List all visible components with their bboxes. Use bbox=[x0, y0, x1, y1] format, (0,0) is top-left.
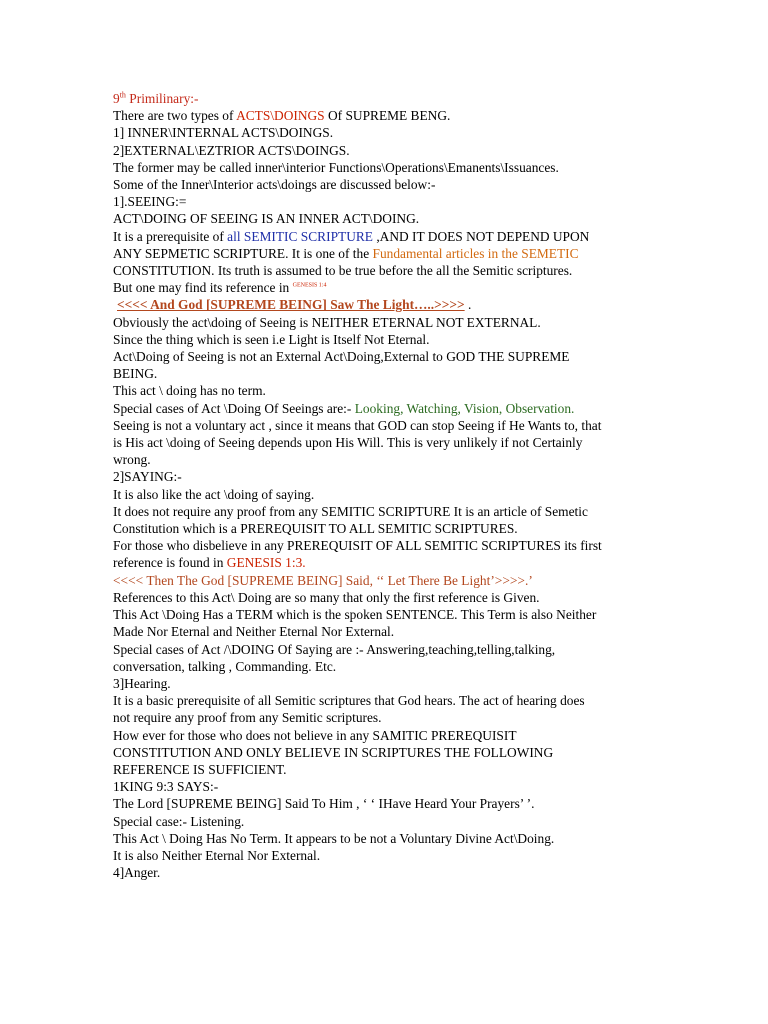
text-line bbox=[113, 245, 658, 262]
quote-god-saw-light: <<<< And God [SUPREME BEING] Saw The Light…..>>>> bbox=[117, 297, 465, 313]
text-line: BEING. bbox=[113, 366, 158, 382]
highlight-semitic-scripture: all SEMITIC SCRIPTURE bbox=[227, 228, 373, 244]
text-line: is His act \doing of Seeing depends upon His Will. This is very unlikely if not Certainly bbox=[113, 435, 583, 451]
text-line bbox=[113, 107, 658, 124]
subheading-anger: 4]Anger. bbox=[113, 865, 161, 881]
text-line: This Act \Doing Has a TERM which is the spoken SENTENCE. This Term is also Neither bbox=[113, 607, 597, 623]
text-line: Special cases of Act /\DOING Of Saying are :- Answering,teaching,telling,talking, bbox=[113, 641, 556, 657]
text-line: This act \ doing has no term. bbox=[113, 383, 266, 399]
text-line bbox=[113, 400, 658, 417]
text-line: Since the thing which is seen i.e Light is Itself Not Eternal. bbox=[113, 331, 430, 347]
text-line: 1] INNER\INTERNAL ACTS\DOINGS. bbox=[113, 125, 334, 141]
text-span: . bbox=[464, 297, 472, 313]
text-line: Some of the Inner\Interior acts\doings are discussed below:- bbox=[113, 177, 436, 193]
document-page bbox=[113, 90, 658, 881]
highlight-fundamental-articles: Fundamental articles in the SEMETIC bbox=[372, 245, 579, 261]
heading-text: Primilinary:- bbox=[125, 91, 199, 106]
reference-genesis-1-4: GENESIS 1:4 bbox=[292, 282, 327, 289]
text-line: CONSTITUTION AND ONLY BELIEVE IN SCRIPTURES THE FOLLOWING bbox=[113, 744, 554, 760]
text-line bbox=[113, 279, 658, 296]
text-line: 2]EXTERNAL\EZTRIOR ACTS\DOINGS. bbox=[113, 142, 350, 158]
text-line: For those who disbelieve in any PREREQUISIT OF ALL SEMITIC SCRIPTURES its first bbox=[113, 538, 602, 554]
text-line: The Lord [SUPREME BEING] Said To Him , ‘ ‘ IHave Heard Your Prayers’ ’. bbox=[113, 796, 535, 812]
subheading-saying: 2]SAYING:- bbox=[113, 469, 182, 485]
text-span: But one may find its reference in bbox=[113, 280, 293, 296]
text-span: It is a prerequisite of bbox=[113, 228, 228, 244]
text-line: This Act \ Doing Has No Term. It appears to be not a Voluntary Divine Act\Doing. bbox=[113, 830, 555, 846]
highlight-special-cases: Looking, Watching, Vision, Observation. bbox=[354, 400, 575, 416]
section-heading bbox=[113, 90, 658, 107]
heading-superscript: th bbox=[119, 90, 126, 100]
text-line: wrong. bbox=[113, 452, 151, 468]
text-line: It is also like the act \doing of saying. bbox=[113, 486, 315, 502]
highlight-acts-doings: ACTS\DOINGS bbox=[236, 108, 325, 124]
text-line: Obviously the act\doing of Seeing is NEITHER ETERNAL NOT EXTERNAL. bbox=[113, 314, 541, 330]
text-span: ANY SEPMETIC SCRIPTURE. It is one of the bbox=[113, 245, 373, 261]
text-span: reference is found in bbox=[113, 555, 227, 571]
text-line: Act\Doing of Seeing is not an External Act\Doing,External to GOD THE SUPREME bbox=[113, 349, 570, 365]
text-line: It is a basic prerequisite of all Semitic scriptures that God hears. The act of hearing does bbox=[113, 693, 585, 709]
text-line: The former may be called inner\interior Functions\Operations\Emanents\Issuances. bbox=[113, 159, 559, 175]
text-span: There are two types of bbox=[113, 108, 237, 124]
subheading-hearing: 3]Hearing. bbox=[113, 675, 171, 691]
text-span: Special cases of Act \Doing Of Seeings are:- bbox=[113, 400, 355, 416]
text-line: It does not require any proof from any SEMITIC SCRIPTURE It is an article of Semetic bbox=[113, 503, 588, 519]
text-line: 1KING 9:3 SAYS:- bbox=[113, 779, 219, 795]
quote-let-there-be-light: <<<< Then The God [SUPREME BEING] Said, ‘‘ Let There Be Light’>>>>.’ bbox=[113, 572, 533, 588]
text-line: conversation, talking , Commanding. Etc. bbox=[113, 658, 337, 674]
text-span: ,AND IT DOES NOT DEPEND UPON bbox=[372, 228, 590, 244]
text-line bbox=[113, 228, 658, 245]
heading-number: 9 bbox=[113, 91, 120, 106]
text-line: not require any proof from any Semitic scriptures. bbox=[113, 710, 382, 726]
text-line: Special case:- Listening. bbox=[113, 813, 245, 829]
text-line: How ever for those who does not believe in any SAMITIC PREREQUISIT bbox=[113, 727, 517, 743]
text-line: CONSTITUTION. Its truth is assumed to be true before the all the Semitic scriptures. bbox=[113, 263, 573, 279]
quote-line bbox=[113, 296, 658, 313]
text-line: Constitution which is a PREREQUISIT TO ALL SEMITIC SCRIPTURES. bbox=[113, 521, 518, 537]
text-line: References to this Act\ Doing are so many that only the first reference is Given. bbox=[113, 589, 540, 605]
text-line: ACT\DOING OF SEEING IS AN INNER ACT\DOING. bbox=[113, 211, 420, 227]
text-span: Of SUPREME BENG. bbox=[324, 108, 451, 124]
text-line: It is also Neither Eternal Nor External. bbox=[113, 847, 321, 863]
text-line: Seeing is not a voluntary act , since it means that GOD can stop Seeing if He Wants to, that bbox=[113, 417, 602, 433]
text-line: Made Nor Eternal and Neither Eternal Nor External. bbox=[113, 624, 395, 640]
subheading-seeing: 1].SEEING:= bbox=[113, 194, 187, 210]
reference-genesis-1-3: GENESIS 1:3. bbox=[226, 555, 306, 571]
text-line: REFERENCE IS SUFFICIENT. bbox=[113, 761, 287, 777]
text-line bbox=[113, 554, 658, 571]
